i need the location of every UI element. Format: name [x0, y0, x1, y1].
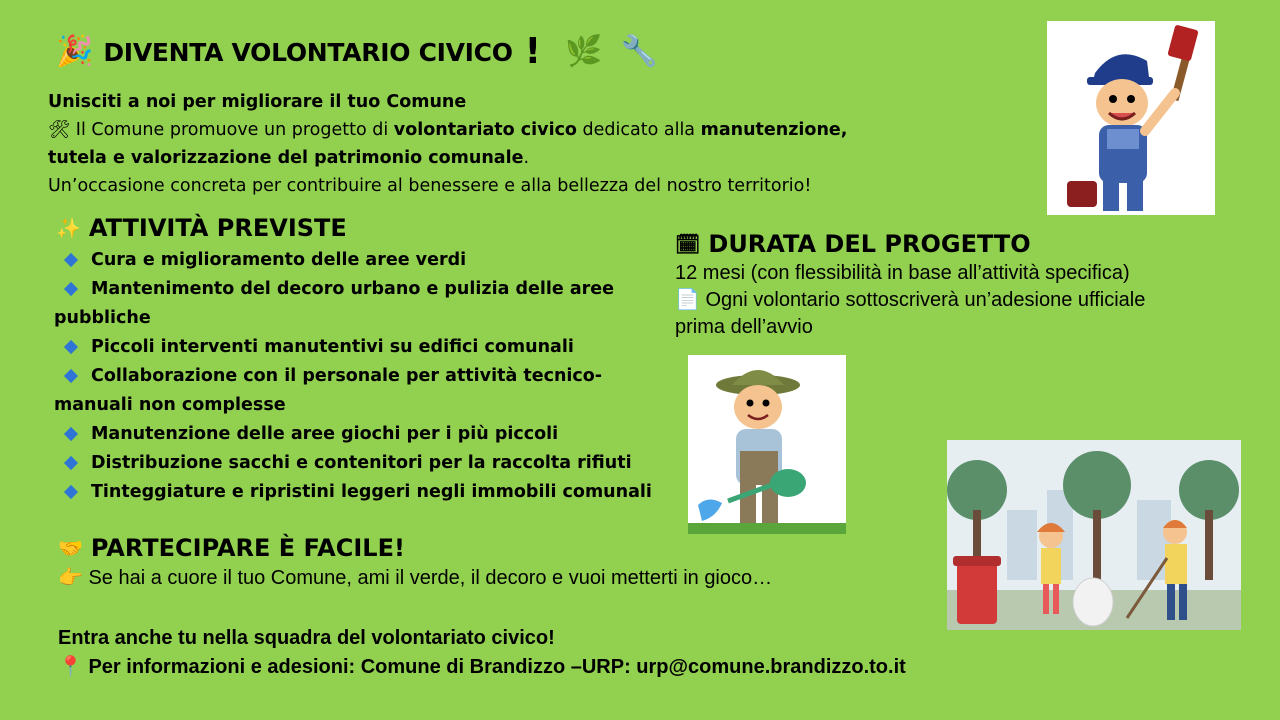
duration-title: DURATA DEL PROGETTO — [708, 230, 1031, 258]
pointing-hand-icon: 👉 — [58, 567, 83, 589]
item-text: Manutenzione delle aree giochi per i più piccoli — [91, 424, 559, 444]
duration-heading — [675, 230, 1265, 258]
participate-text — [58, 564, 938, 592]
item-text-cont: pubbliche — [54, 308, 151, 328]
duration-line-2-text: Ogni volontario sottoscriverà un’adesione ufficiale — [699, 289, 1146, 311]
handshake-icon: 🤝 — [58, 536, 83, 560]
footer-line-1: Entra anche tu nella squadra del volontariato civico! — [58, 627, 555, 649]
painter-illustration — [1047, 21, 1215, 215]
list-item — [56, 478, 656, 507]
participate-section — [58, 534, 938, 592]
item-text: Collaborazione con il personale per attività tecnico- — [91, 366, 603, 386]
item-text: Distribuzione sacchi e contenitori per la raccolta rifiuti — [91, 453, 632, 473]
duration-line-1: 12 mesi (con flessibilità in base all’attività specifica) — [675, 262, 1130, 284]
duration-section — [675, 230, 1265, 341]
intro-bold: manutenzione, — [700, 120, 848, 140]
duration-line-3: prima dell’avvio — [675, 316, 813, 338]
intro-line-2 — [48, 116, 948, 144]
calendar-icon: 🗓 — [675, 232, 701, 256]
page-title — [56, 31, 658, 72]
gardener-illustration — [688, 355, 846, 534]
duration-text — [675, 260, 1265, 341]
intro-bold: tutela e valorizzazione del patrimonio comunale — [48, 148, 524, 168]
activities-section — [56, 214, 656, 507]
intro-line-4: Un’occasione concreta per contribuire al benessere e alla bellezza del nostro territorio! — [48, 176, 812, 196]
contact-text: Per informazioni e adesioni: Comune di Brandizzo –URP: urp@comune.brandizzo.to.it — [82, 656, 906, 678]
intro-text: Il Comune promuove un progetto di — [70, 120, 394, 140]
item-text: Tinteggiature e ripristini leggeri negli immobili comunali — [91, 482, 652, 502]
intro-text: dedicato alla — [576, 120, 701, 140]
participate-heading — [58, 534, 938, 562]
list-item — [56, 275, 656, 333]
list-item — [56, 246, 656, 275]
footer-line-2 — [58, 653, 1208, 682]
intro-line-3 — [48, 144, 948, 172]
list-item — [56, 333, 656, 362]
participate-title: PARTECIPARE È FACILE! — [90, 534, 405, 562]
party-popper-icon: 🎉 — [56, 34, 94, 69]
intro-text: . — [523, 148, 530, 168]
herb-icon: 🌿 — [565, 34, 603, 69]
title-bang: ! — [524, 31, 542, 72]
item-text-cont: manuali non complesse — [54, 395, 286, 415]
gardener-icon — [688, 355, 846, 534]
wrench-icon: 🔧 — [620, 34, 658, 69]
intro-heading: Unisciti a noi per migliorare il tuo Comune — [48, 92, 467, 112]
item-text: Piccoli interventi manutentivi su edifici comunali — [91, 337, 574, 357]
item-text: Mantenimento del decoro urbano e pulizia delle aree — [91, 279, 615, 299]
tools-icon: 🛠 — [48, 120, 71, 140]
activities-title: ATTIVITÀ PREVISTE — [88, 214, 347, 242]
park-scene-icon — [947, 440, 1241, 630]
sparkles-icon: ✨ — [56, 216, 81, 240]
footer-contacts — [58, 624, 1208, 682]
title-text: DIVENTA VOLONTARIO CIVICO — [103, 37, 513, 67]
document-icon: 📄 — [675, 289, 700, 311]
intro-bold: volontariato civico — [393, 120, 577, 140]
list-item — [56, 420, 656, 449]
painter-icon — [1047, 21, 1215, 215]
duration-line-2 — [675, 287, 1265, 314]
park-cleanup-illustration — [947, 440, 1241, 630]
activities-heading — [56, 214, 656, 242]
intro-block — [48, 88, 948, 200]
list-item — [56, 362, 656, 420]
activities-list — [56, 246, 656, 507]
participate-line: Se hai a cuore il tuo Comune, ami il verde, il decoro e vuoi metterti in gioco… — [82, 567, 773, 589]
item-text: Cura e miglioramento delle aree verdi — [91, 250, 467, 270]
list-item — [56, 449, 656, 478]
pin-icon: 📍 — [58, 656, 83, 678]
